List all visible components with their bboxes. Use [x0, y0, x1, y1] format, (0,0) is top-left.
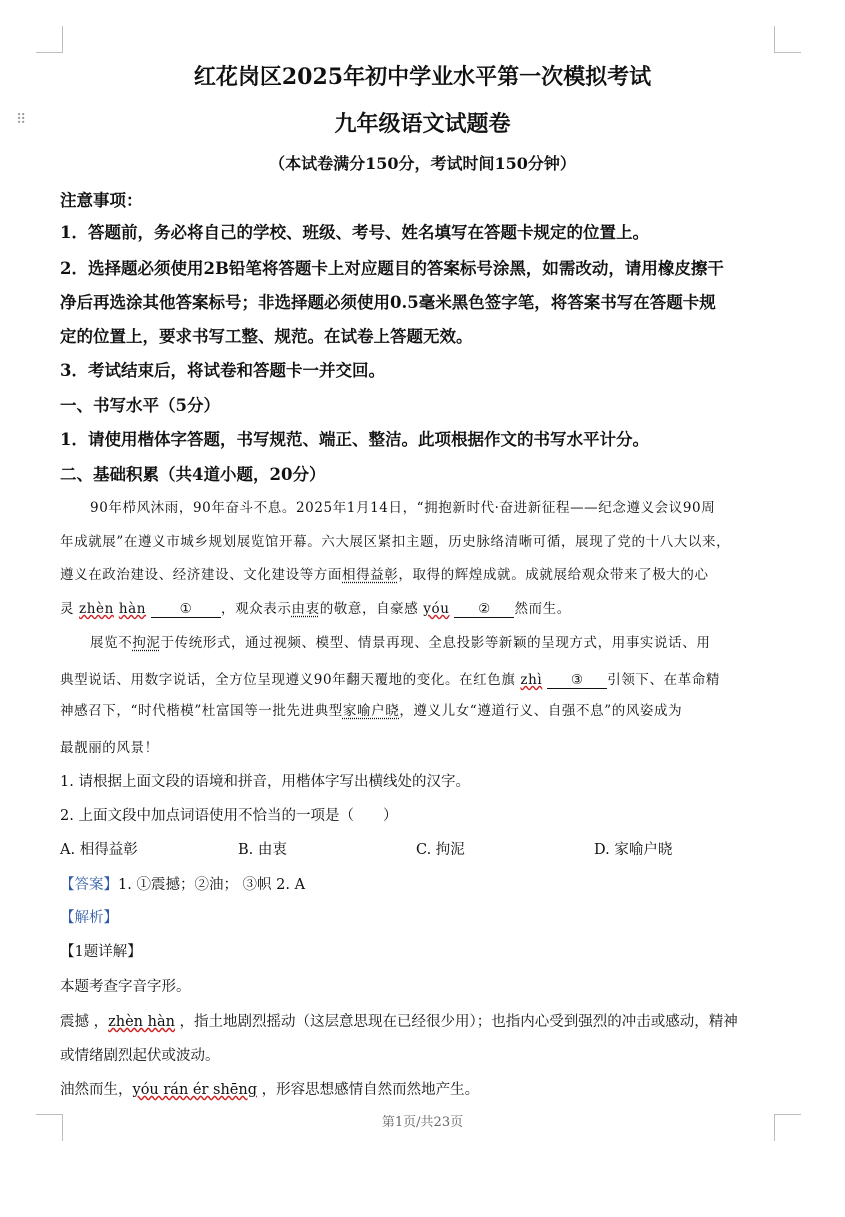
passage-2-line-2: 典型说话、用数字说话，全方位呈现遵义90年翻天覆地的变化。在红色旗 zhì ③ 引领下、在革命精: [60, 672, 721, 688]
passage-1-line-2: 年成就展”在遵义市城乡规划展览馆开幕。六大展区紧扣主题，历史脉络清晰可循，展现了党的十八大以来，: [60, 534, 731, 550]
notice-item-3: 3．考试结束后，将试卷和答题卡一并交回。: [60, 361, 385, 380]
section-1-item: 1．请使用楷体字答题，书写规范、端正、整洁。此项根据作文的书写水平计分。: [60, 430, 649, 449]
dotted-word-b: 由衷: [291, 601, 320, 617]
option-d[interactable]: D. 家喻户晓: [594, 842, 673, 858]
dotted-word-a: 相得益彰: [342, 567, 399, 583]
corner-mark-top-left: [36, 26, 63, 53]
fill-blank-2[interactable]: ②: [454, 601, 514, 618]
dotted-word-c: 拘泥: [132, 635, 161, 651]
notices-heading: 注意事项：: [60, 191, 143, 210]
analysis-intro: 本题考查字音字形。: [60, 979, 191, 995]
answer-label: 【答案】: [60, 877, 118, 893]
page-number: 第1页/共23页: [381, 1115, 464, 1130]
analysis-sub-heading: 【1题详解】: [60, 944, 142, 960]
question-1: 1. 请根据上面文段的语境和拼音，用楷体字写出横线处的汉字。: [60, 774, 470, 790]
analysis-label: 【解析】: [60, 910, 118, 926]
analysis-line-2: 或情绪剧烈起伏或波动。: [60, 1048, 220, 1064]
answer-text: 1. ①震撼；②油； ③帜 2. A: [118, 877, 306, 893]
notice-item-1: 1．答题前，务必将自己的学校、班级、考号、姓名填写在答题卡规定的位置上。: [60, 223, 649, 242]
passage-2-line-1: 展览不拘泥于传统形式，通过视频、模型、情景再现、全息投影等新颖的呈现方式，用事实说话、用: [90, 635, 711, 651]
analysis-line-1: 震撼 ，zhèn hàn ，指土地剧烈摇动（这层意思现在已经很少用）；也指内心受到强烈的冲击或感动，精神: [60, 1014, 738, 1030]
corner-mark-top-right: [774, 26, 801, 53]
notice-item-2-line-3: 定的位置上，要求书写工整、规范。在试卷上答题无效。: [60, 327, 473, 346]
passage-1-line-1: 90年栉风沐雨，90年奋斗不息。2025年1月14日，“拥抱新时代·奋进新征程——纪念遵义会议90周: [90, 500, 716, 516]
option-a[interactable]: A. 相得益彰: [60, 842, 138, 858]
fill-blank-1[interactable]: ①: [151, 601, 221, 618]
section-1-heading: 一、书写水平（5分）: [60, 396, 220, 415]
exam-subtitle: 九年级语文试题卷: [334, 111, 511, 137]
notice-item-2-line-1: 2．选择题必须使用2B铅笔将答题卡上对应题目的答案标号涂黑，如需改动，请用橡皮擦干: [60, 259, 724, 278]
fill-blank-3[interactable]: ③: [547, 672, 607, 689]
pinyin-han: hàn: [118, 601, 147, 617]
option-b[interactable]: B. 由衷: [238, 842, 287, 858]
exam-title: 红花岗区2025年初中学业水平第一次模拟考试: [193, 64, 652, 90]
section-2-heading: 二、基础积累（共4道小题，20分）: [60, 465, 326, 484]
passage-2-line-4: 最靓丽的风景！: [60, 740, 159, 756]
pinyin-you-ran-er-sheng: yóu rán ér shēng: [132, 1082, 257, 1098]
question-2-options: [60, 838, 785, 859]
passage-1-line-4: 灵 zhèn hàn ① ，观众表示由衷的敬意，自豪感 yóu ② 然而生。: [60, 601, 571, 617]
analysis-line-3: 油然而生，yóu rán ér shēng ，形容思想感情自然而然地产生。: [60, 1082, 480, 1098]
pinyin-zhen: zhèn: [79, 601, 114, 617]
drag-handle-icon[interactable]: ⠿: [16, 112, 25, 128]
notice-item-2-line-2: 净后再选涂其他答案标号；非选择题必须使用0.5毫米黑色签字笔，将答案书写在答题卡规: [60, 293, 716, 312]
option-c[interactable]: C. 拘泥: [416, 842, 465, 858]
exam-note: （本试卷满分150分，考试时间150分钟）: [269, 154, 576, 173]
answer-line: [60, 873, 785, 894]
passage-2-line-3: 神感召下，“时代楷模”杜富国等一批先进典型家喻户晓，遵义儿女“遵道行义、自强不息”的风姿成为: [60, 703, 683, 719]
pinyin-zhi: zhì: [520, 672, 543, 688]
pinyin-zhen-han: zhèn hàn: [108, 1014, 175, 1030]
passage-1-line-3: 遵义在政治建设、经济建设、文化建设等方面相得益彰，取得的辉煌成就。成就展给观众带来了极大的心: [60, 567, 709, 583]
dotted-word-d: 家喻户晓: [342, 703, 400, 719]
pinyin-you: yóu: [423, 601, 450, 617]
question-2: 2. 上面文段中加点词语使用不恰当的一项是（ ）: [60, 808, 398, 824]
